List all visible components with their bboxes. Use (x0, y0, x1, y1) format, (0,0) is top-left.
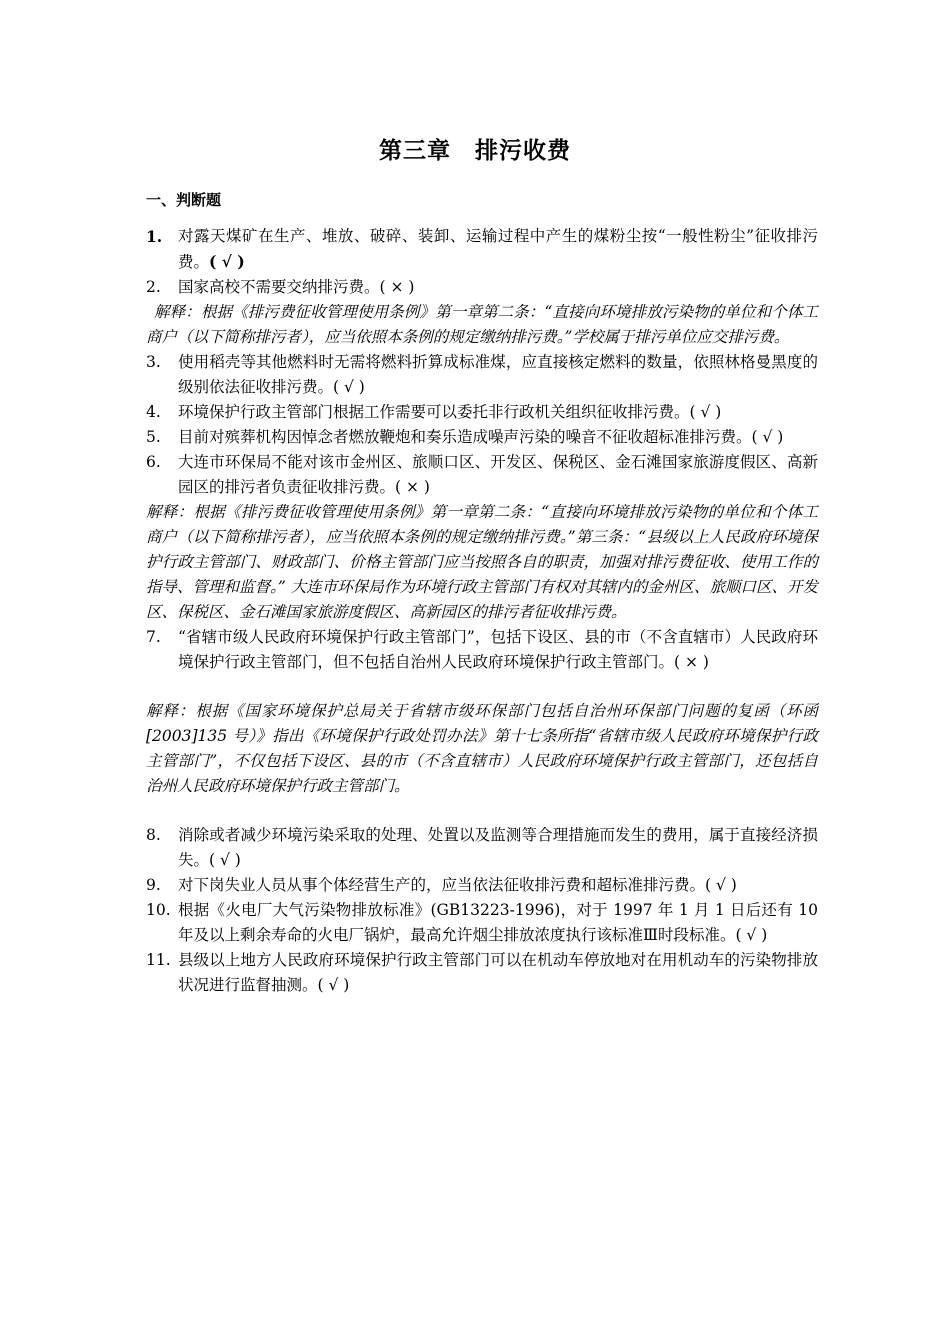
item-number: 8. (146, 826, 161, 844)
item-number: 2. (146, 278, 161, 296)
explanation-note: 解释：根据《排污费征收管理使用条例》第一章第二条：“直接向环境排放污染物的单位和个体工商户（以下简称排污者），应当依照本条例的规定缴纳排污费。”第三条：“县级以上人民政府环境保护行政主管部门、财政部门、价格主管部门应当按照各自的职责，加强对排污费征收、使用工作的指导、管理和监督。” 大连市环保局作为环境行政主管部门有权对其辖内的金州区、旅顺口区、开发区、保税区、金石滩国家旅游度假区、高新园区的排污者征收排污费。 (146, 503, 818, 621)
item-text: 对下岗失业人员从事个体经营生产的，应当依法征收排污费和超标准排污费。 (178, 876, 706, 894)
item-text: 对露天煤矿在生产、堆放、破碎、装卸、运输过程中产生的煤粉尘按“一般性粉尘”征收排污费。 (178, 227, 818, 271)
chapter-title: 第三章 排污收费 (379, 138, 571, 164)
item-answer: ( × ) (674, 653, 709, 671)
section-heading: 一、判断题 (146, 191, 222, 209)
item-text: 大连市环保局不能对该市金州区、旅顺口区、开发区、保税区、金石滩国家旅游度假区、高新园区的排污者负责征收排污费。 (178, 453, 818, 496)
list-item (146, 873, 818, 898)
list-item (146, 450, 818, 500)
item-answer: ( √ ) (689, 403, 722, 421)
item-text: “省辖市级人民政府环境保护行政主管部门”，包括下设区、县的市（不含直辖市）人民政府环境保护行政主管部门，但不包括自治州人民政府环境保护行政主管部门。 (178, 628, 818, 671)
item-text: 国家高校不需要交纳排污费。 (178, 278, 380, 296)
item-number: 10. (146, 901, 171, 919)
list-item (146, 400, 818, 425)
list-item (146, 948, 818, 998)
item-answer: ( √ ) (317, 976, 350, 994)
question-list (146, 224, 818, 998)
item-number: 5. (146, 428, 161, 446)
list-item (146, 625, 818, 675)
item-number: 9. (146, 876, 161, 894)
item-answer: ( × ) (379, 278, 415, 296)
item-number: 3. (146, 353, 161, 371)
item-answer: ( √ ) (735, 926, 768, 944)
item-number: 7. (146, 628, 161, 646)
item-number: 1. (146, 227, 163, 246)
explanation-note: 解释：根据《排污费征收管理使用条例》第一章第二条：“直接向环境排放污染物的单位和个体工商户（以下简称排污者），应当依照本条例的规定缴纳排污费。”学校属于排污单位应交排污费。 (146, 303, 818, 346)
list-item (146, 224, 818, 275)
explanation-note: 解释：根据《国家环境保护总局关于省辖市级环保部门包括自治州环保部门问题的复函（环函[2003]135 号）》指出《环境保护行政处罚办法》第十七条所指“省辖市级人民政府环境保护行政主管部门”，不仅包括下设区、县的市（不含直辖市）人民政府环境保护行政主管部门，还包括自治州人民政府环境保护行政主管部门。 (146, 702, 818, 795)
item-number: 11. (146, 951, 171, 969)
item-text: 消除或者减少环境污染采取的处理、处置以及监测等合理措施而发生的费用，属于直接经济损失。 (178, 826, 818, 869)
list-item (146, 823, 818, 873)
item-answer: ( √ ) (209, 252, 245, 271)
list-item (146, 425, 818, 450)
item-text: 使用稻壳等其他燃料时无需将燃料折算成标准煤，应直接核定燃料的数量，依照林格曼黑度的级别依法征收排污费。 (178, 353, 818, 396)
item-text: 环境保护行政主管部门根据工作需要可以委托非行政机关组织征收排污费。 (178, 403, 690, 421)
item-text: 县级以上地方人民政府环境保护行政主管部门可以在机动车停放地对在用机动车的污染物排放状况进行监督抽测。 (178, 951, 818, 994)
item-answer: ( √ ) (333, 378, 365, 396)
item-number: 6. (146, 453, 161, 471)
item-number: 4. (146, 403, 161, 421)
item-answer: ( × ) (395, 478, 430, 496)
item-answer: ( √ ) (209, 851, 241, 869)
list-item (146, 275, 818, 300)
list-item (146, 898, 818, 948)
list-item (146, 350, 818, 400)
item-answer: ( √ ) (751, 428, 784, 446)
item-text: 根据《火电厂大气污染物排放标准》(GB13223-1996)，对于 1997 年 1 月 1 日后还有 10 年及以上剩余寿命的火电厂锅炉，最高允许烟尘排放浓度执行该标准Ⅲ时段标准。 (178, 901, 818, 944)
item-text: 目前对殡葬机构因悼念者燃放鞭炮和奏乐造成噪声污染的噪音不征收超标准排污费。 (178, 428, 752, 446)
item-answer: ( √ ) (705, 876, 737, 894)
